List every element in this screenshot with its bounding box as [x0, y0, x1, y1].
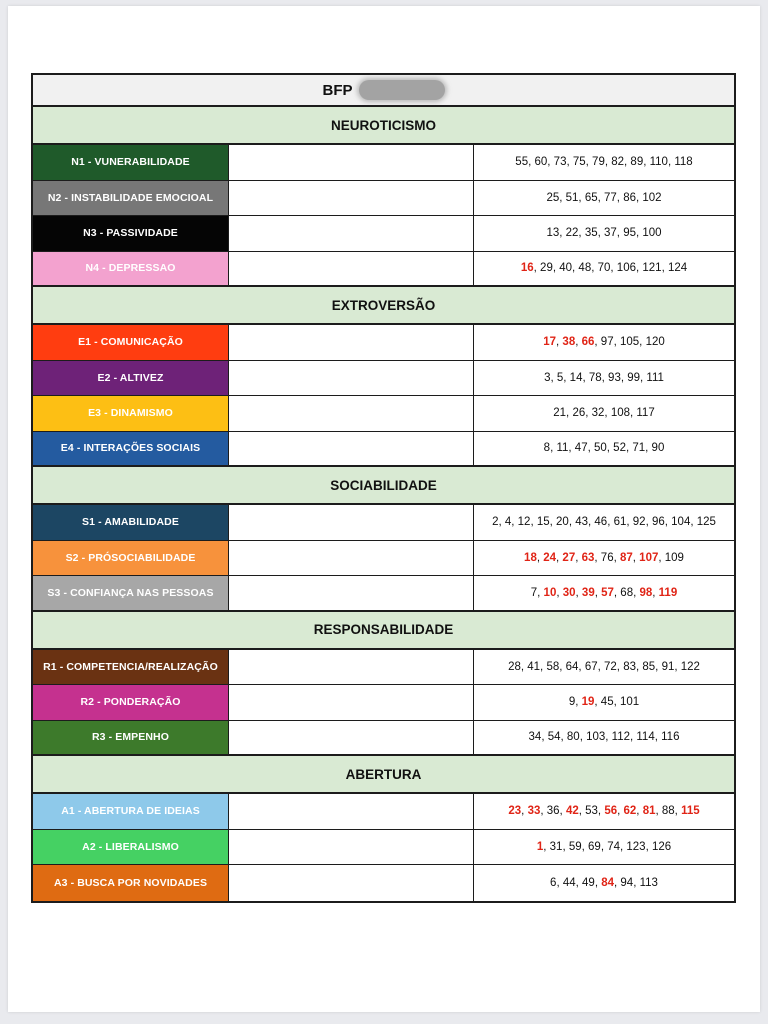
item-number: 49: [582, 876, 595, 889]
section-header: ABERTURA: [33, 756, 734, 794]
item-number: 108: [610, 407, 630, 420]
facet-label: R1 - COMPETENCIA/REALIZAÇÃO: [33, 650, 229, 685]
item-number: 114: [636, 731, 655, 744]
table-row: [33, 505, 734, 541]
facet-label: A2 - LIBERALISMO: [33, 830, 229, 865]
item-numbers: 17 , 38 , 66 , 97 , 105 , 120: [543, 336, 665, 349]
item-number: 34: [528, 731, 542, 744]
item-number: 10: [543, 586, 557, 599]
item-number: 88: [661, 805, 675, 818]
item-number: 93: [608, 371, 621, 384]
item-number: 80: [566, 731, 580, 744]
item-number: 94: [620, 876, 634, 889]
bfp-table: [31, 73, 736, 903]
item-number: 16: [520, 262, 534, 275]
item-number: 28: [508, 660, 521, 673]
item-number: 32: [591, 407, 605, 420]
facet-label: E1 - COMUNICAÇÃO: [33, 325, 229, 360]
item-number: 112: [611, 731, 630, 744]
item-number: 41: [527, 660, 541, 673]
item-number: 37: [604, 227, 617, 240]
item-number: 14: [569, 371, 583, 384]
item-number: 61: [613, 516, 627, 529]
item-number: 51: [565, 191, 579, 204]
table-row: [33, 216, 734, 252]
item-number: 12: [517, 516, 531, 529]
item-number: 67: [584, 660, 598, 673]
facet-label: E2 - ALTIVEZ: [33, 361, 229, 396]
item-number: 3: [544, 371, 551, 384]
item-number: 13: [546, 227, 560, 240]
item-number: 36: [546, 805, 560, 818]
item-number: 83: [623, 660, 636, 673]
item-number: 107: [639, 551, 659, 564]
item-number: 123: [626, 840, 646, 853]
item-number: 40: [559, 262, 573, 275]
table-title: [33, 75, 734, 107]
blank-cell: [229, 576, 474, 610]
item-number: 70: [597, 262, 611, 275]
facet-label: A3 - BUSCA POR NOVIDADES: [33, 865, 229, 901]
item-number: 1: [536, 840, 544, 853]
item-number: 125: [696, 516, 716, 529]
table-row: [33, 252, 734, 288]
blank-cell: [229, 505, 474, 540]
item-number: 46: [594, 516, 608, 529]
item-number: 118: [674, 156, 693, 169]
blank-cell: [229, 252, 474, 286]
item-numbers: 18 , 24 , 27 , 63 , 76 , 87 , 107 , 109: [524, 551, 684, 564]
item-number: 25: [546, 191, 560, 204]
redacted-name: [359, 80, 445, 100]
blank-cell: [229, 145, 474, 180]
item-number: 58: [546, 660, 560, 673]
blank-cell: [229, 865, 474, 901]
item-number: 17: [543, 336, 557, 349]
item-number: 75: [572, 156, 586, 169]
item-number: 102: [642, 191, 662, 204]
item-number: 22: [565, 227, 579, 240]
facet-label: R3 - EMPENHO: [33, 721, 229, 755]
item-number: 9: [568, 696, 576, 709]
facet-label: A1 - ABERTURA DE IDEIAS: [33, 794, 229, 829]
item-number: 19: [581, 696, 595, 709]
section-header: RESPONSABILIDADE: [33, 612, 734, 650]
item-number: 124: [667, 262, 688, 275]
item-number: 66: [581, 336, 595, 349]
table-row: [33, 432, 734, 468]
item-number: 48: [578, 262, 592, 275]
item-number: 69: [588, 840, 601, 853]
item-numbers: 1 , 31 , 59 , 69 , 74 , 123 , 126: [536, 840, 672, 853]
item-number: 82: [611, 156, 625, 169]
item-number: 87: [619, 551, 633, 564]
section-header: NEUROTICISMO: [33, 107, 734, 145]
blank-cell: [229, 541, 474, 576]
title-text: BFP: [322, 81, 353, 99]
item-numbers: 55 , 60 , 73 , 75 , 79 , 82 , 89 , 110 , 118: [515, 156, 693, 169]
item-number: 73: [553, 156, 567, 169]
item-number: 23: [508, 805, 522, 818]
item-number: 100: [642, 227, 662, 240]
item-number: 91: [661, 660, 675, 673]
table-row: [33, 650, 734, 686]
table-row: [33, 576, 734, 612]
section-header: SOCIABILIDADE: [33, 467, 734, 505]
item-number: 62: [623, 805, 637, 818]
item-number: 15: [536, 516, 550, 529]
item-number: 85: [642, 660, 656, 673]
item-number: 2: [492, 516, 499, 529]
item-numbers: 6 , 44 , 49 , 84 , 94 , 113: [550, 876, 658, 889]
item-number: 56: [604, 805, 618, 818]
table-row: [33, 685, 734, 721]
item-number: 117: [636, 407, 655, 420]
table-row: [33, 396, 734, 432]
blank-cell: [229, 830, 474, 865]
item-number: 30: [562, 586, 576, 599]
item-numbers: 16 , 29 , 40 , 48 , 70 , 106 , 121 , 124: [520, 262, 688, 275]
item-number: 21: [553, 407, 567, 420]
item-number: 8: [543, 442, 551, 455]
table-row: [33, 830, 734, 866]
item-number: 89: [630, 156, 644, 169]
item-number: 76: [600, 551, 614, 564]
item-number: 90: [651, 442, 665, 455]
blank-cell: [229, 721, 474, 755]
table-row: [33, 721, 734, 757]
item-numbers: 3 , 5 , 14 , 78 , 93 , 99 , 111: [544, 371, 664, 384]
item-numbers: 9 , 19 , 45 , 101: [568, 696, 640, 709]
item-number: 52: [613, 442, 626, 455]
item-number: 79: [592, 156, 605, 169]
item-number: 115: [681, 805, 700, 818]
table-row: [33, 541, 734, 577]
item-number: 20: [556, 516, 569, 529]
item-number: 29: [540, 262, 553, 275]
item-number: 5: [556, 371, 564, 384]
item-number: 78: [588, 371, 602, 384]
item-number: 99: [627, 371, 641, 384]
facet-label: S1 - AMABILIDADE: [33, 505, 229, 540]
facet-label: E3 - DINAMISMO: [33, 396, 229, 431]
item-numbers: 21 , 26 , 32 , 108 , 117: [553, 407, 655, 420]
item-numbers: 34 , 54 , 80 , 103 , 112 , 114 , 116: [528, 731, 680, 744]
item-number: 110: [649, 156, 668, 169]
item-number: 119: [658, 586, 678, 599]
item-number: 63: [581, 551, 595, 564]
item-number: 47: [574, 442, 588, 455]
item-number: 60: [534, 156, 548, 169]
item-number: 111: [646, 371, 664, 384]
blank-cell: [229, 650, 474, 685]
item-number: 45: [600, 696, 614, 709]
table-row: [33, 145, 734, 181]
item-number: 121: [642, 262, 662, 275]
item-number: 27: [562, 551, 576, 564]
document-page: [8, 6, 760, 1012]
item-number: 103: [586, 731, 606, 744]
item-number: 97: [600, 336, 614, 349]
item-number: 6: [550, 876, 557, 889]
item-number: 43: [575, 516, 589, 529]
item-number: 109: [664, 551, 684, 564]
item-number: 33: [527, 805, 541, 818]
item-number: 116: [661, 731, 680, 744]
item-numbers: 28 , 41 , 58 , 64 , 67 , 72 , 83 , 85 , 91 , 122: [508, 660, 700, 673]
blank-cell: [229, 794, 474, 829]
item-number: 39: [581, 586, 595, 599]
table-row: [33, 325, 734, 361]
facet-label: S2 - PRÓSOCIABILIDADE: [33, 541, 229, 576]
item-number: 120: [645, 336, 665, 349]
item-number: 84: [601, 876, 615, 889]
item-number: 31: [549, 840, 563, 853]
item-number: 42: [565, 805, 579, 818]
item-number: 95: [623, 227, 636, 240]
facet-label: R2 - PONDERAÇÃO: [33, 685, 229, 720]
item-number: 72: [604, 660, 617, 673]
item-number: 54: [547, 731, 561, 744]
item-number: 65: [584, 191, 598, 204]
item-number: 24: [543, 551, 557, 564]
item-number: 86: [623, 191, 636, 204]
blank-cell: [229, 396, 474, 431]
item-numbers: 23 , 33 , 36 , 42 , 53 , 56 , 62 , 81 , 88 , 115: [508, 805, 700, 818]
item-number: 59: [568, 840, 582, 853]
item-number: 81: [642, 805, 656, 818]
item-number: 68: [620, 586, 634, 599]
facet-label: E4 - INTERAÇÕES SOCIAIS: [33, 432, 229, 466]
item-numbers: 7 , 10 , 30 , 39 , 57 , 68 , 98 , 119: [530, 586, 678, 599]
item-number: 64: [565, 660, 579, 673]
item-number: 44: [562, 876, 576, 889]
item-number: 4: [504, 516, 512, 529]
table-row: [33, 181, 734, 217]
item-numbers: 13 , 22 , 35 , 37 , 95 , 100: [546, 227, 662, 240]
item-number: 71: [632, 442, 646, 455]
table-row: [33, 794, 734, 830]
item-numbers: 25 , 51 , 65 , 77 , 86 , 102: [546, 191, 662, 204]
item-number: 96: [651, 516, 665, 529]
blank-cell: [229, 181, 474, 216]
section-header: EXTROVERSÃO: [33, 287, 734, 325]
blank-cell: [229, 685, 474, 720]
table-row: [33, 865, 734, 901]
table-row: [33, 361, 734, 397]
facet-label: N2 - INSTABILIDADE EMOCIOAL: [33, 181, 229, 216]
item-number: 11: [556, 442, 569, 455]
item-number: 57: [601, 586, 614, 599]
item-number: 77: [604, 191, 617, 204]
item-number: 38: [562, 336, 576, 349]
blank-cell: [229, 432, 474, 466]
item-numbers: 2 , 4 , 12 , 15 , 20 , 43 , 46 , 61 , 92 , 96 , 104 , 125: [492, 516, 716, 529]
item-numbers: 8 , 11 , 47 , 50 , 52 , 71 , 90: [543, 442, 665, 455]
item-number: 50: [593, 442, 607, 455]
item-number: 35: [584, 227, 598, 240]
item-number: 104: [671, 516, 691, 529]
item-number: 26: [572, 407, 586, 420]
facet-label: N3 - PASSIVIDADE: [33, 216, 229, 251]
facet-label: N4 - DEPRESSAO: [33, 252, 229, 286]
item-number: 101: [619, 696, 640, 709]
item-number: 18: [524, 551, 537, 564]
item-number: 122: [680, 660, 700, 673]
facet-label: S3 - CONFIANÇA NAS PESSOAS: [33, 576, 229, 610]
blank-cell: [229, 325, 474, 360]
item-number: 92: [632, 516, 646, 529]
facet-label: N1 - VUNERABILIDADE: [33, 145, 229, 180]
item-number: 55: [515, 156, 529, 169]
blank-cell: [229, 216, 474, 251]
item-number: 105: [619, 336, 640, 349]
item-number: 7: [530, 586, 538, 599]
item-number: 53: [585, 805, 598, 818]
item-number: 126: [651, 840, 672, 853]
item-number: 98: [639, 586, 653, 599]
item-number: 106: [616, 262, 636, 275]
item-number: 113: [639, 876, 658, 889]
item-number: 74: [607, 840, 620, 853]
blank-cell: [229, 361, 474, 396]
